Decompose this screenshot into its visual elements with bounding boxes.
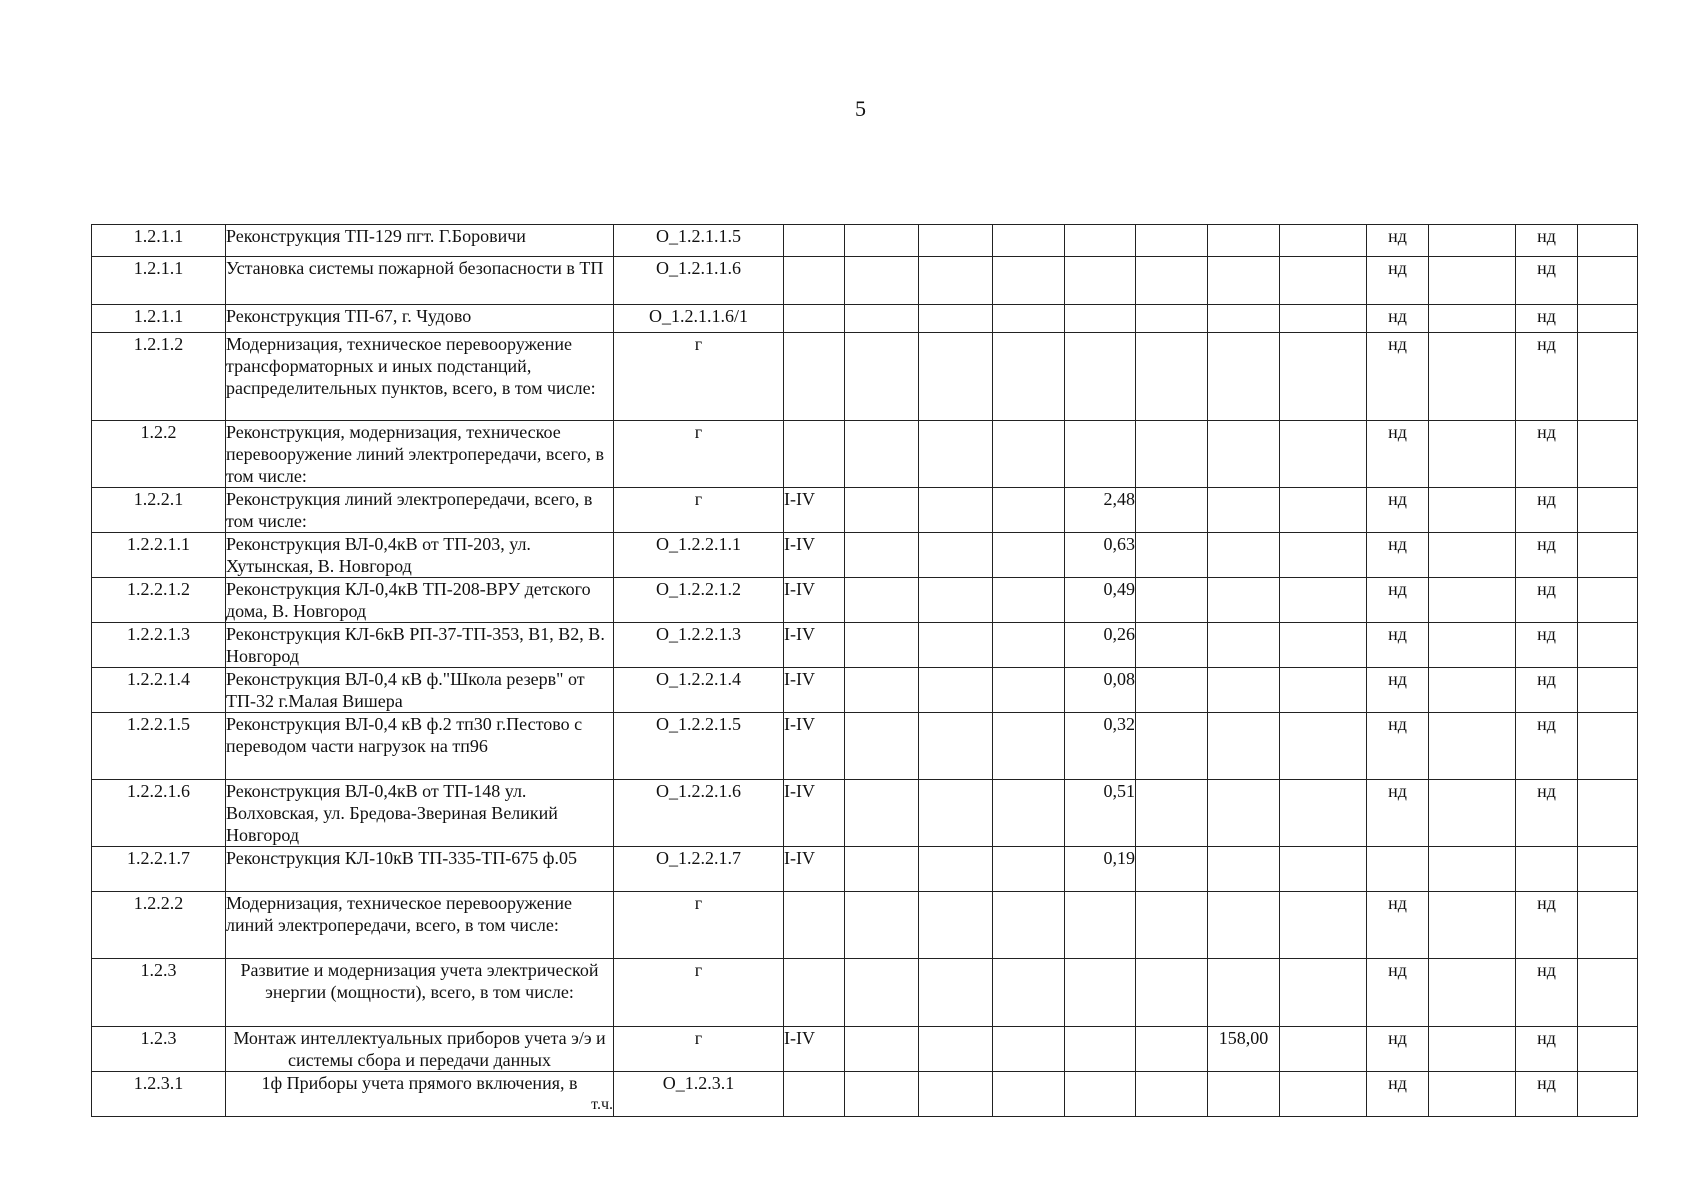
row-value-b — [1208, 421, 1280, 488]
empty-cell — [1136, 533, 1208, 578]
empty-cell — [1429, 668, 1516, 713]
row-nd-2: нд — [1516, 533, 1578, 578]
row-value-a: 0,32 — [1065, 713, 1136, 780]
row-code: О_1.2.1.1.6 — [614, 257, 784, 305]
empty-cell — [993, 421, 1065, 488]
empty-cell — [1429, 305, 1516, 333]
row-code: О_1.2.1.1.5 — [614, 225, 784, 257]
empty-cell — [993, 713, 1065, 780]
row-nd-1: нд — [1367, 488, 1429, 533]
empty-cell — [845, 959, 919, 1027]
empty-cell — [1429, 333, 1516, 421]
empty-cell — [1429, 623, 1516, 668]
empty-cell — [845, 421, 919, 488]
empty-cell — [1136, 333, 1208, 421]
row-code: О_1.2.2.1.4 — [614, 668, 784, 713]
table-row — [92, 421, 1638, 488]
row-number: 1.2.2.2 — [92, 892, 226, 959]
row-name: Монтаж интеллектуальных приборов учета э/э и системы сбора и передачи данных — [226, 1027, 614, 1072]
row-code: О_1.2.3.1 — [614, 1072, 784, 1117]
table-row — [92, 780, 1638, 847]
row-nd-1: нд — [1367, 225, 1429, 257]
row-name: Модернизация, техническое перевооружение линий электропередачи, всего, в том числе: — [226, 892, 614, 959]
row-value-a: 0,08 — [1065, 668, 1136, 713]
empty-cell — [845, 713, 919, 780]
empty-cell — [1280, 892, 1367, 959]
row-period: I-IV — [784, 488, 845, 533]
row-number: 1.2.2.1.7 — [92, 847, 226, 892]
row-nd-1: нд — [1367, 257, 1429, 305]
row-name: Реконструкция, модернизация, техническое перевооружение линий электропередачи, всего, в том числе: — [226, 421, 614, 488]
empty-cell — [919, 1027, 993, 1072]
row-nd-1: нд — [1367, 1072, 1429, 1117]
row-number: 1.2.1.1 — [92, 305, 226, 333]
empty-cell — [845, 533, 919, 578]
row-name: Реконструкция КЛ-10кВ ТП-335-ТП-675 ф.05 — [226, 847, 614, 892]
row-period: I-IV — [784, 780, 845, 847]
row-code: г — [614, 892, 784, 959]
row-nd-2: нд — [1516, 713, 1578, 780]
row-period — [784, 333, 845, 421]
row-value-a: 2,48 — [1065, 488, 1136, 533]
row-number: 1.2.1.1 — [92, 225, 226, 257]
empty-cell — [1280, 533, 1367, 578]
empty-cell — [919, 488, 993, 533]
empty-cell — [919, 421, 993, 488]
empty-cell — [1578, 257, 1638, 305]
row-value-a — [1065, 257, 1136, 305]
table-row — [92, 959, 1638, 1027]
empty-cell — [1578, 421, 1638, 488]
row-nd-1: нд — [1367, 578, 1429, 623]
row-value-a — [1065, 959, 1136, 1027]
row-period: I-IV — [784, 1027, 845, 1072]
row-period: I-IV — [784, 668, 845, 713]
row-nd-1: нд — [1367, 533, 1429, 578]
row-code: О_1.2.2.1.7 — [614, 847, 784, 892]
empty-cell — [1429, 257, 1516, 305]
row-period — [784, 225, 845, 257]
empty-cell — [993, 668, 1065, 713]
row-value-b: 158,00 — [1208, 1027, 1280, 1072]
empty-cell — [1280, 421, 1367, 488]
row-value-b — [1208, 847, 1280, 892]
empty-cell — [919, 305, 993, 333]
row-code: О_1.2.2.1.5 — [614, 713, 784, 780]
empty-cell — [1578, 1027, 1638, 1072]
empty-cell — [1280, 257, 1367, 305]
empty-cell — [1578, 333, 1638, 421]
row-name: Реконструкция ВЛ-0,4 кВ ф.2 тп30 г.Пестово с переводом части нагрузок на тп96 — [226, 713, 614, 780]
row-name: Развитие и модернизация учета электрической энергии (мощности), всего, в том числе: — [226, 959, 614, 1027]
row-value-a — [1065, 1072, 1136, 1117]
row-nd-1: нд — [1367, 421, 1429, 488]
table-row — [92, 623, 1638, 668]
row-code: О_1.2.1.1.6/1 — [614, 305, 784, 333]
row-value-a: 0,51 — [1065, 780, 1136, 847]
empty-cell — [919, 713, 993, 780]
row-value-a — [1065, 305, 1136, 333]
row-number: 1.2.2.1.5 — [92, 713, 226, 780]
empty-cell — [993, 847, 1065, 892]
row-nd-2: нд — [1516, 1072, 1578, 1117]
empty-cell — [1578, 225, 1638, 257]
row-period — [784, 892, 845, 959]
row-value-b — [1208, 225, 1280, 257]
empty-cell — [1280, 1072, 1367, 1117]
empty-cell — [1429, 578, 1516, 623]
empty-cell — [919, 892, 993, 959]
empty-cell — [1280, 305, 1367, 333]
row-name: Реконструкция ТП-67, г. Чудово — [226, 305, 614, 333]
empty-cell — [1429, 225, 1516, 257]
empty-cell — [1136, 578, 1208, 623]
empty-cell — [1429, 847, 1516, 892]
empty-cell — [1429, 1072, 1516, 1117]
empty-cell — [845, 578, 919, 623]
row-number: 1.2.2.1.4 — [92, 668, 226, 713]
row-number: 1.2.1.1 — [92, 257, 226, 305]
row-code: г — [614, 333, 784, 421]
empty-cell — [1136, 623, 1208, 668]
row-value-b — [1208, 668, 1280, 713]
row-value-a — [1065, 225, 1136, 257]
row-number: 1.2.2.1.3 — [92, 623, 226, 668]
row-name — [226, 1072, 614, 1117]
row-name: Установка системы пожарной безопасности в ТП — [226, 257, 614, 305]
empty-cell — [1429, 488, 1516, 533]
table-row — [92, 305, 1638, 333]
empty-cell — [1136, 892, 1208, 959]
row-nd-1 — [1367, 847, 1429, 892]
row-value-a: 0,26 — [1065, 623, 1136, 668]
empty-cell — [993, 1072, 1065, 1117]
row-code: г — [614, 1027, 784, 1072]
row-name: Реконструкция ТП-129 пгт. Г.Боровичи — [226, 225, 614, 257]
empty-cell — [1578, 623, 1638, 668]
empty-cell — [919, 668, 993, 713]
empty-cell — [993, 1027, 1065, 1072]
empty-cell — [993, 533, 1065, 578]
empty-cell — [1578, 488, 1638, 533]
table-row — [92, 333, 1638, 421]
row-value-a — [1065, 892, 1136, 959]
row-period: I-IV — [784, 533, 845, 578]
empty-cell — [1578, 780, 1638, 847]
table-row — [92, 847, 1638, 892]
empty-cell — [993, 333, 1065, 421]
empty-cell — [1429, 533, 1516, 578]
row-nd-2: нд — [1516, 305, 1578, 333]
row-value-b — [1208, 780, 1280, 847]
empty-cell — [1136, 847, 1208, 892]
empty-cell — [919, 333, 993, 421]
row-name: Реконструкция КЛ-6кВ РП-37-ТП-353, В1, В2, В. Новгород — [226, 623, 614, 668]
empty-cell — [1578, 578, 1638, 623]
empty-cell — [845, 225, 919, 257]
empty-cell — [1578, 668, 1638, 713]
row-nd-2: нд — [1516, 959, 1578, 1027]
empty-cell — [845, 333, 919, 421]
empty-cell — [1429, 713, 1516, 780]
row-value-b — [1208, 578, 1280, 623]
table-row — [92, 533, 1638, 578]
row-name: Реконструкция КЛ-0,4кВ ТП-208-ВРУ детского дома, В. Новгород — [226, 578, 614, 623]
row-code: О_1.2.2.1.1 — [614, 533, 784, 578]
row-nd-2: нд — [1516, 780, 1578, 847]
table-row — [92, 1027, 1638, 1072]
row-value-b — [1208, 959, 1280, 1027]
row-value-b — [1208, 892, 1280, 959]
row-value-b — [1208, 713, 1280, 780]
empty-cell — [1578, 1072, 1638, 1117]
row-number: 1.2.2.1.6 — [92, 780, 226, 847]
empty-cell — [919, 257, 993, 305]
empty-cell — [1136, 257, 1208, 305]
row-value-b — [1208, 1072, 1280, 1117]
row-nd-1: нд — [1367, 1027, 1429, 1072]
empty-cell — [919, 225, 993, 257]
row-nd-2: нд — [1516, 257, 1578, 305]
empty-cell — [919, 847, 993, 892]
empty-cell — [845, 892, 919, 959]
row-nd-1: нд — [1367, 305, 1429, 333]
empty-cell — [1429, 1027, 1516, 1072]
row-value-b — [1208, 257, 1280, 305]
empty-cell — [1429, 892, 1516, 959]
empty-cell — [845, 1072, 919, 1117]
empty-cell — [845, 257, 919, 305]
empty-cell — [1136, 713, 1208, 780]
row-nd-2: нд — [1516, 623, 1578, 668]
row-value-b — [1208, 305, 1280, 333]
row-nd-1: нд — [1367, 892, 1429, 959]
table-body — [92, 225, 1638, 1117]
table-row — [92, 1072, 1638, 1117]
row-value-b — [1208, 333, 1280, 421]
empty-cell — [845, 623, 919, 668]
row-name: Модернизация, техническое перевооружение трансформаторных и иных подстанций, распределительных пунктов, всего, в том числе: — [226, 333, 614, 421]
row-period: I-IV — [784, 578, 845, 623]
empty-cell — [1578, 892, 1638, 959]
table-row — [92, 668, 1638, 713]
row-period — [784, 305, 845, 333]
row-number: 1.2.2 — [92, 421, 226, 488]
empty-cell — [1136, 1027, 1208, 1072]
row-nd-1: нд — [1367, 668, 1429, 713]
row-nd-1: нд — [1367, 713, 1429, 780]
row-nd-1: нд — [1367, 780, 1429, 847]
empty-cell — [1578, 533, 1638, 578]
row-period: I-IV — [784, 713, 845, 780]
row-value-a — [1065, 1027, 1136, 1072]
empty-cell — [1136, 421, 1208, 488]
row-code: О_1.2.2.1.2 — [614, 578, 784, 623]
empty-cell — [993, 578, 1065, 623]
row-period — [784, 959, 845, 1027]
row-period — [784, 421, 845, 488]
empty-cell — [993, 780, 1065, 847]
row-value-b — [1208, 533, 1280, 578]
empty-cell — [1280, 780, 1367, 847]
empty-cell — [1136, 488, 1208, 533]
row-code: г — [614, 421, 784, 488]
row-name: Реконструкция ВЛ-0,4кВ от ТП-148 ул. Волховская, ул. Бредова-Звериная Великий Новгород — [226, 780, 614, 847]
empty-cell — [845, 305, 919, 333]
row-number: 1.2.2.1.2 — [92, 578, 226, 623]
row-nd-1: нд — [1367, 333, 1429, 421]
row-number: 1.2.3.1 — [92, 1072, 226, 1117]
table-row — [92, 257, 1638, 305]
empty-cell — [1578, 305, 1638, 333]
row-period: I-IV — [784, 623, 845, 668]
row-period: I-IV — [784, 847, 845, 892]
empty-cell — [1280, 225, 1367, 257]
page-number: 5 — [855, 96, 866, 121]
empty-cell — [1136, 668, 1208, 713]
row-name: Реконструкция линий электропередачи, всего, в том числе: — [226, 488, 614, 533]
row-code: О_1.2.2.1.3 — [614, 623, 784, 668]
empty-cell — [1280, 959, 1367, 1027]
empty-cell — [845, 847, 919, 892]
row-number: 1.2.2.1 — [92, 488, 226, 533]
empty-cell — [845, 488, 919, 533]
empty-cell — [1136, 780, 1208, 847]
row-code: О_1.2.2.1.6 — [614, 780, 784, 847]
row-nd-2 — [1516, 847, 1578, 892]
row-number: 1.2.3 — [92, 1027, 226, 1072]
row-name-tail: т.ч. — [591, 1096, 613, 1113]
row-code: г — [614, 488, 784, 533]
row-nd-2: нд — [1516, 225, 1578, 257]
empty-cell — [993, 892, 1065, 959]
empty-cell — [919, 533, 993, 578]
empty-cell — [845, 668, 919, 713]
empty-cell — [1280, 713, 1367, 780]
empty-cell — [919, 578, 993, 623]
row-value-b — [1208, 488, 1280, 533]
row-nd-2: нд — [1516, 421, 1578, 488]
empty-cell — [1429, 780, 1516, 847]
row-value-a — [1065, 421, 1136, 488]
empty-cell — [1429, 959, 1516, 1027]
empty-cell — [1280, 623, 1367, 668]
empty-cell — [845, 1027, 919, 1072]
empty-cell — [919, 623, 993, 668]
table-row — [92, 713, 1638, 780]
row-name: Реконструкция ВЛ-0,4 кВ ф."Школа резерв" от ТП-32 г.Малая Вишера — [226, 668, 614, 713]
row-nd-2: нд — [1516, 333, 1578, 421]
empty-cell — [845, 780, 919, 847]
row-value-a: 0,63 — [1065, 533, 1136, 578]
empty-cell — [1280, 578, 1367, 623]
empty-cell — [1578, 959, 1638, 1027]
empty-cell — [919, 959, 993, 1027]
row-nd-2: нд — [1516, 578, 1578, 623]
investment-table — [91, 224, 1638, 1117]
empty-cell — [993, 257, 1065, 305]
empty-cell — [1429, 421, 1516, 488]
row-nd-2: нд — [1516, 1027, 1578, 1072]
row-nd-2: нд — [1516, 668, 1578, 713]
row-number: 1.2.2.1.1 — [92, 533, 226, 578]
empty-cell — [1136, 305, 1208, 333]
empty-cell — [993, 623, 1065, 668]
row-period — [784, 1072, 845, 1117]
row-nd-1: нд — [1367, 623, 1429, 668]
empty-cell — [1280, 847, 1367, 892]
empty-cell — [1280, 1027, 1367, 1072]
row-number: 1.2.3 — [92, 959, 226, 1027]
row-nd-2: нд — [1516, 892, 1578, 959]
row-name-main: 1ф Приборы учета прямого включения, в — [261, 1073, 578, 1093]
row-nd-1: нд — [1367, 959, 1429, 1027]
empty-cell — [1280, 668, 1367, 713]
row-value-a: 0,49 — [1065, 578, 1136, 623]
row-value-b — [1208, 623, 1280, 668]
row-nd-2: нд — [1516, 488, 1578, 533]
empty-cell — [1136, 1072, 1208, 1117]
empty-cell — [1578, 713, 1638, 780]
table-row — [92, 578, 1638, 623]
empty-cell — [919, 1072, 993, 1117]
empty-cell — [993, 305, 1065, 333]
row-code: г — [614, 959, 784, 1027]
empty-cell — [1280, 333, 1367, 421]
empty-cell — [1136, 959, 1208, 1027]
empty-cell — [1280, 488, 1367, 533]
empty-cell — [1136, 225, 1208, 257]
empty-cell — [993, 488, 1065, 533]
empty-cell — [993, 225, 1065, 257]
empty-cell — [919, 780, 993, 847]
row-period — [784, 257, 845, 305]
row-value-a — [1065, 333, 1136, 421]
empty-cell — [993, 959, 1065, 1027]
row-value-a: 0,19 — [1065, 847, 1136, 892]
empty-cell — [1578, 847, 1638, 892]
table-row — [92, 488, 1638, 533]
table-row — [92, 892, 1638, 959]
row-number: 1.2.1.2 — [92, 333, 226, 421]
row-name: Реконструкция ВЛ-0,4кВ от ТП-203, ул. Хутынская, В. Новгород — [226, 533, 614, 578]
table-row — [92, 225, 1638, 257]
